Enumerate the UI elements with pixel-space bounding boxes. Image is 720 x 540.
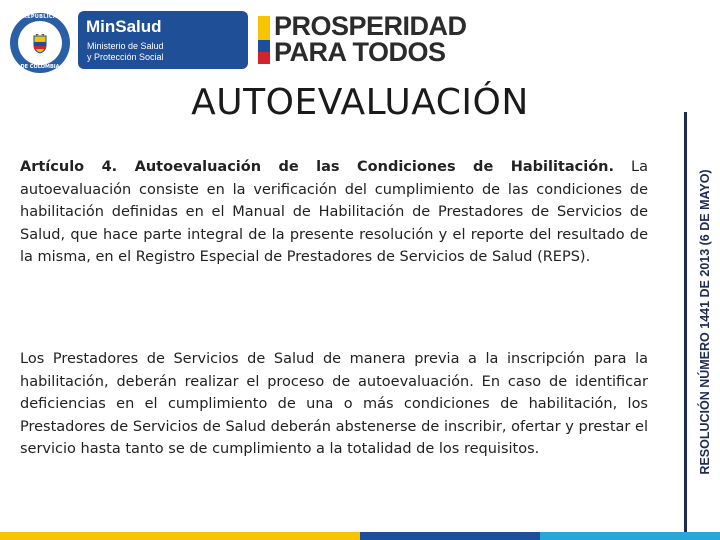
seal-bottom-text: DE COLOMBIA — [20, 64, 60, 70]
minsalud-subtitle-line2: y Protección Social — [87, 52, 164, 62]
colombia-flag-icon — [258, 16, 270, 64]
bottom-bar-blue — [360, 532, 540, 540]
seal-top-text: REPÚBLICA — [22, 14, 58, 20]
minsalud-subtitle-line1: Ministerio de Salud — [87, 41, 164, 51]
article-body: La autoevaluación consiste en la verificación del cumplimiento de las condiciones de habilitación definidas en el Manual de Habilitación de Prestadores de Servicios de Salud, que hace parte integral de la presente resolución y el reporte del resultado de la misma, en el Registro Especial de Prestadores de Servicios de Salud (REPS). — [20, 159, 648, 265]
article-heading: Artículo 4. Autoevaluación de las Condiciones de Habilitación. — [20, 159, 615, 175]
minsalud-logo — [78, 11, 248, 69]
providers-paragraph: Los Prestadores de Servicios de Salud de manera previa a la inscripción para la habilitación, deberán realizar el proceso de autoevaluación. En caso de identificar deficiencias en el cumplimiento de una o más condiciones de habilitación, los Prestadores de Servicios de Salud deberán abstenerse de inscribir, ofertar y prestar el servicio hasta tanto se de cumplimiento a la totalidad de los requisitos. — [20, 351, 648, 457]
colombia-coat-of-arms-icon — [32, 34, 48, 54]
flag-stripe-red — [258, 52, 270, 64]
page-title: AUTOEVALUACIÓN — [191, 82, 529, 123]
bottom-bar-cyan — [540, 532, 720, 540]
colombia-seal-logo — [10, 13, 70, 73]
resolution-label: RESOLUCIÓN NÚMERO 1441 DE 2013 (6 DE MAYO) — [698, 169, 712, 475]
bottom-color-bar — [0, 532, 720, 540]
prosperidad-logo-line1: PROSPERIDAD — [274, 11, 467, 41]
article-paragraph — [20, 156, 648, 269]
prosperidad-logo-line2: PARA TODOS — [274, 37, 446, 67]
seal-inner — [18, 21, 62, 65]
minsalud-title: MinSalud — [86, 17, 162, 36]
bottom-bar-yellow — [0, 532, 360, 540]
resolution-side-banner — [684, 112, 720, 532]
flag-stripe-yellow — [258, 16, 270, 40]
header — [0, 0, 720, 80]
flag-stripe-blue — [258, 40, 270, 52]
